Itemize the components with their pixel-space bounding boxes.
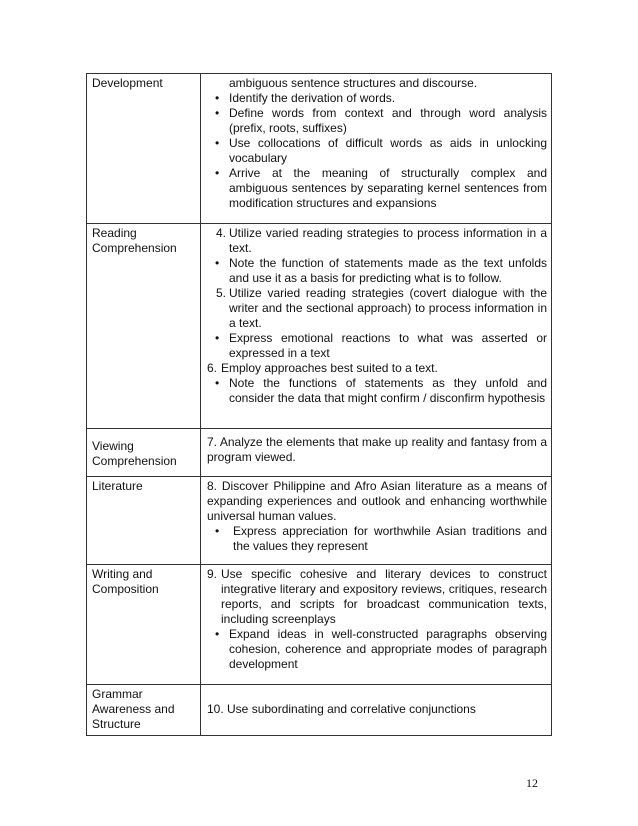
bullet-icon: • [215,136,220,150]
table-row [87,565,552,685]
table-row [87,685,552,736]
learning-area-label: Development [92,76,163,90]
numbered-item [207,286,547,331]
table-row [87,477,552,565]
item-number: 6. [207,361,218,375]
bullet-icon: • [215,524,220,538]
plain-item [207,435,547,465]
table-row [87,429,552,477]
competency-cell [201,685,552,736]
competency-text: Arrive at the meaning of structurally complex and ambiguous sentences by separating kernel sentences from modification structures and expansions [229,166,547,210]
learning-area-cell [87,429,201,477]
bullet-icon: • [215,166,220,180]
bullet-item [207,524,547,554]
table-row [87,74,552,224]
competency-text: Express emotional reactions to what was asserted or expressed in a text [229,331,547,360]
plain-item [207,479,547,524]
competency-cell [201,74,552,224]
bullet-item [207,627,547,672]
learning-area-cell [87,74,201,224]
bullet-item [207,91,547,106]
competency-text: Employ approaches best suited to a text. [221,361,438,375]
competency-text: Identify the derivation of words. [229,91,396,105]
bullet-item [207,136,547,166]
learning-area-label: Reading Comprehension [92,226,177,255]
bullet-icon: • [215,627,220,641]
competencies-table [86,73,552,736]
competency-cell [201,429,552,477]
learning-area-label: Literature [92,479,143,493]
bullet-item [207,256,547,286]
learning-area-label: Viewing Comprehension [92,439,177,468]
competency-cell [201,565,552,685]
competency-text: Use specific cohesive and literary devices to construct integrative literary and expository reviews, critiques, research reports, and scripts for broadcast communication texts, including screenplays [221,567,547,626]
item-number: 4. [216,226,227,240]
item-number: 5. [216,286,227,300]
competency-text: Expand ideas in well-constructed paragraphs observing cohesion, coherence and appropriate modes of paragraph development [229,627,547,671]
competency-cell [201,224,552,429]
bullet-icon: • [215,106,220,120]
bullet-icon: • [215,376,220,390]
item-number: 9. [207,567,218,581]
competency-text: Note the functions of statements as they unfold and consider the data that might confirm / disconfirm hypothesis [229,376,547,405]
continued-line [207,76,547,91]
numbered-item [207,567,547,627]
numbered-item [207,226,547,256]
table-row [87,224,552,429]
competency-text: Express appreciation for worthwhile Asian traditions and the values they represent [233,524,547,553]
plain-item [207,702,547,717]
bullet-item [207,106,547,136]
competency-text: ambiguous sentence structures and discourse. [229,76,478,90]
competency-text: 10. Use subordinating and correlative conjunctions [207,702,476,716]
bullet-icon: • [215,91,220,105]
learning-area-label: Grammar Awareness and Structure [92,687,175,731]
bullet-icon: • [215,256,220,270]
learning-area-cell [87,477,201,565]
competency-text: Define words from context and through word analysis (prefix, roots, suffixes) [229,106,547,135]
learning-area-label: Writing and Composition [92,567,159,596]
learning-area-cell [87,224,201,429]
bullet-item [207,331,547,361]
competency-text: Note the function of statements made as the text unfolds and use it as a basis for predicting what is to follow. [229,256,547,285]
competency-text: Utilize varied reading strategies (covert dialogue with the writer and the sectional approach) to process information in a text. [229,286,547,330]
table-body [87,74,552,736]
learning-area-cell [87,685,201,736]
competency-cell [201,477,552,565]
competency-text: 8. Discover Philippine and Afro Asian literature as a means of expanding experiences and outlook and enhancing worthwhile universal human values. [207,479,547,523]
numbered-item [207,361,547,376]
competency-text: Utilize varied reading strategies to process information in a text. [229,226,547,255]
page-number: 12 [526,776,538,790]
bullet-item [207,166,547,211]
learning-area-cell [87,565,201,685]
competency-text: 7. Analyze the elements that make up reality and fantasy from a program viewed. [207,435,547,464]
bullet-icon: • [215,331,220,345]
bullet-item [207,376,547,406]
competency-text: Use collocations of difficult words as aids in unlocking vocabulary [229,136,547,165]
